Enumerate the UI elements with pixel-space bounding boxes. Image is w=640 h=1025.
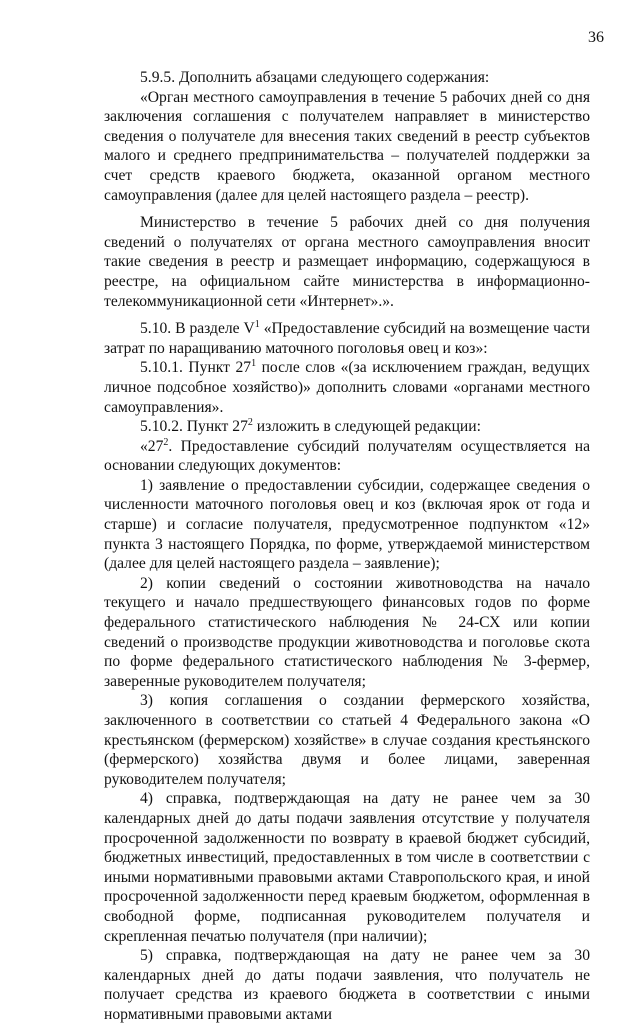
list-item-3: 3) копия соглашения о создании фермерского хозяйства, заключенного в соответствии со статьей 4 Федерального закона «О крестьянском (фермерском) хозяйстве» в случае создания крестьянского (фермерского) хозяйства двумя и более лицами, заверенная руководителем получателя;	[104, 692, 590, 788]
list-item-4: 4) справка, подтверждающая на дату не ранее чем за 30 календарных дней до даты подачи заявления отсутствие у получателя просроченной задолженности по возврату в краевой бюджет субсидий, бюджетных инвестиций, предоставленных в том числе в соответствии с иными нормативными правовыми актами Ставропольского края, и иной просроченной задолженности перед краевым бюджетом, оформленная в свободной форме, подписанная руководителем получателя и скрепленная печатью получателя (при наличии);	[104, 790, 590, 945]
paragraph-5-10-text-a: 5.10. В разделе V	[140, 320, 255, 338]
paragraph-5-10-text-b: «Предоставление субсидий на возмещение части затрат по наращиванию маточного поголовья овец и коз»:	[104, 320, 590, 357]
paragraph-27-2-sup: 2	[163, 436, 169, 448]
paragraph-ministry: Министерство в течение 5 рабочих дней со дня получения сведений о получателях от органа местного самоуправления вносит такие сведения в реестр и размещает информацию, содержащуюся в реестре, на официальном сайте министерства в информационно-телекоммуникационной сети «Интернет».».	[104, 214, 590, 310]
paragraph-5-10-1-text-b: после слов «(за исключением граждан, ведущих личное подсобное хозяйство)» дополнить словами «органами местного самоуправления».	[104, 359, 590, 416]
paragraph-5-10-1	[104, 358, 590, 417]
list-item-5: 5) справка, подтверждающая на дату не ранее чем за 30 календарных дней до даты подачи заявления, что получатель не получает средства из краевого бюджета в соответствии с иными нормативными правовыми актами	[104, 947, 590, 1023]
paragraph-5-10-2-text-a: 5.10.2. Пункт 27	[140, 418, 248, 436]
paragraph-quote-organ: «Орган местного самоуправления в течение 5 рабочих дней со дня заключения соглашения с получателем направляет в министерство сведения о получателе для внесения таких сведений в реестр субъектов малого и среднего предпринимательства – получателей поддержки за счет средств краевого бюджета, оказанной органом местного самоуправления (далее для целей настоящего раздела – реестр).	[104, 88, 590, 204]
list-item-2: 2) копии сведений о состоянии животноводства на начало текущего и начало предшествующего финансовых годов по форме федерального статистического наблюдения № 24-СХ или копии сведений о производстве продукции животноводства и поголовье скота по форме федерального статистического наблюдения № 3-фермер, заверенные руководителем получателя;	[104, 574, 590, 690]
page-number: 36	[588, 29, 604, 46]
paragraph-5-10-2	[104, 417, 590, 437]
list-item-1: 1) заявление о предоставлении субсидии, содержащее сведения о численности маточного поголовья овец и коз (включая ярок от года и старше) и согласие получателя, предусмотренное подпунктом «12» пункта 3 настоящего Порядка, по форме, утверждаемой министерством (далее для целей настоящего раздела – заявление);	[104, 476, 590, 573]
paragraph-5-10	[104, 319, 590, 358]
paragraph-27-2	[104, 437, 590, 476]
paragraph-5-9-5: 5.9.5. Дополнить абзацами следующего содержания:	[140, 69, 490, 86]
paragraph-5-10-sup: 1	[254, 318, 260, 330]
document-body	[104, 68, 590, 1025]
paragraph-5-10-2-text-b: изложить в следующей редакции:	[252, 418, 481, 436]
paragraph-5-10-1-sup: 1	[251, 358, 257, 370]
paragraph-27-2-text-a: «27	[140, 437, 164, 455]
paragraph-5-10-1-text-a: 5.10.1. Пункт 27	[140, 359, 252, 377]
paragraph-5-10-2-sup: 2	[247, 416, 253, 428]
paragraph-27-2-text-b: . Предоставление субсидий получателям осуществляется на основании следующих документов:	[104, 437, 590, 475]
